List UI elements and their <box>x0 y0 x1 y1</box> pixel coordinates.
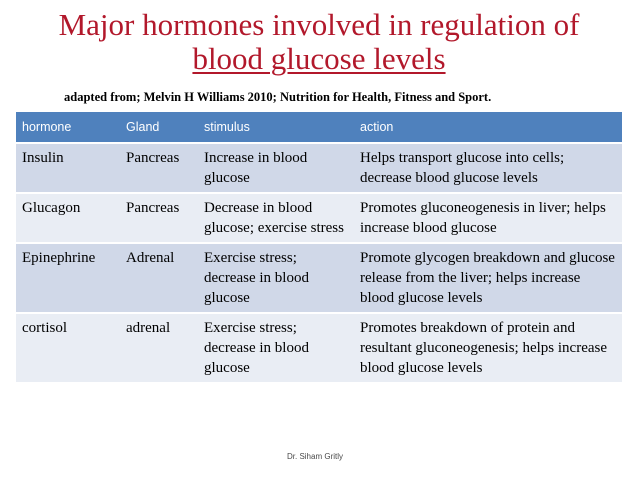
cell-gland: Adrenal <box>120 243 198 313</box>
cell-action: Helps transport glucose into cells; decrease blood glucose levels <box>354 143 622 193</box>
cell-action: Promotes breakdown of protein and resultant gluconeogenesis; helps increase blood glucose levels <box>354 313 622 383</box>
cell-stimulus: Exercise stress; decrease in blood glucose <box>198 313 354 383</box>
table-header-row <box>16 112 622 143</box>
title-line-2: blood glucose levels <box>192 41 446 76</box>
table-row <box>16 313 622 383</box>
header-stimulus: stimulus <box>198 112 354 143</box>
header-gland: Gland <box>120 112 198 143</box>
hormone-table <box>16 112 622 384</box>
cell-stimulus: Exercise stress; decrease in blood glucose <box>198 243 354 313</box>
cell-gland: Pancreas <box>120 143 198 193</box>
cell-action: Promotes gluconeogenesis in liver; helps increase blood glucose <box>354 193 622 243</box>
header-action: action <box>354 112 622 143</box>
cell-gland: Pancreas <box>120 193 198 243</box>
table-row <box>16 143 622 193</box>
cell-stimulus: Increase in blood glucose <box>198 143 354 193</box>
cell-gland: adrenal <box>120 313 198 383</box>
table-row <box>16 193 622 243</box>
cell-hormone: Epinephrine <box>16 243 120 313</box>
cell-stimulus: Decrease in blood glucose; exercise stress <box>198 193 354 243</box>
table-row <box>16 243 622 313</box>
cell-action: Promote glycogen breakdown and glucose release from the liver; helps increase blood glucose levels <box>354 243 622 313</box>
source-citation: adapted from; Melvin H Williams 2010; Nutrition for Health, Fitness and Sport. <box>64 90 492 104</box>
page-title <box>0 8 638 76</box>
cell-hormone: Glucagon <box>16 193 120 243</box>
author-credit: Dr. Siham Gritly <box>287 452 344 461</box>
cell-hormone: cortisol <box>16 313 120 383</box>
header-hormone: hormone <box>16 112 120 143</box>
cell-hormone: Insulin <box>16 143 120 193</box>
title-line-1: Major hormones involved in regulation of <box>58 7 580 42</box>
